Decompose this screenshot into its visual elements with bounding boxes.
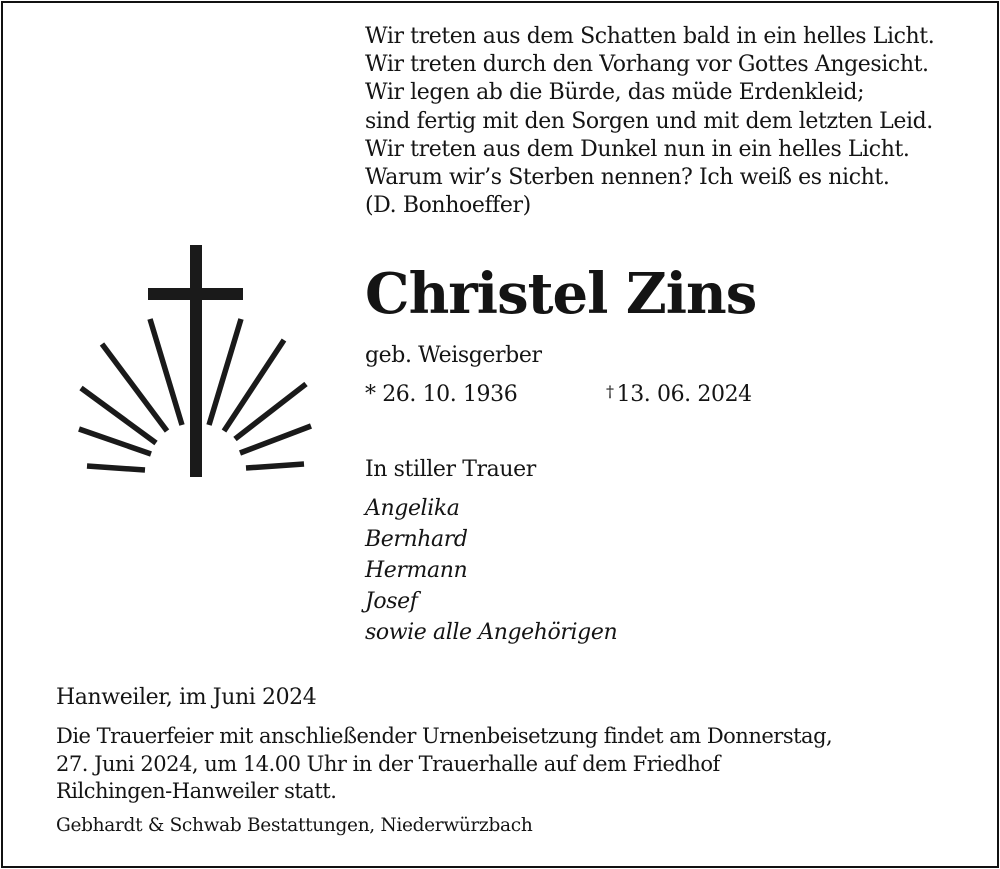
poem-line: Wir legen ab die Bürde, das müde Erdenkleid; (365, 80, 865, 106)
death-date-line (606, 382, 752, 407)
mourner-name: Hermann (365, 558, 468, 583)
obituary-notice (1, 1, 999, 868)
mourner-name: Josef (365, 589, 418, 614)
ceremony-info (56, 723, 956, 806)
dagger-icon: † (606, 382, 614, 401)
poem-line: Warum wir’s Sterben nennen? Ich weiß es nicht. (365, 165, 890, 191)
ceremony-line: Die Trauerfeier mit anschließender Urnenbeisetzung findet am Donnerstag, (56, 724, 833, 748)
deceased-name: Christel Zins (365, 261, 757, 327)
poem-line: Wir treten aus dem Schatten bald in ein helles Licht. (365, 24, 935, 49)
death-date: 13. 06. 2024 (616, 382, 752, 407)
mourner-name: Bernhard (365, 527, 468, 552)
mourner-relatives: sowie alle Angehörigen (365, 620, 618, 645)
place-date: Hanweiler, im Juni 2024 (56, 685, 317, 710)
ceremony-line: Rilchingen-Hanweiler statt. (56, 779, 337, 803)
maiden-name: geb. Weisgerber (365, 343, 542, 368)
cross-with-rays-icon (73, 243, 313, 483)
mourner-name: Angelika (365, 496, 460, 521)
poem-line: Wir treten aus dem Dunkel nun in ein helles Licht. (365, 136, 910, 162)
poem (365, 23, 934, 220)
mourning-intro: In stiller Trauer (365, 457, 536, 482)
poem-author: (D. Bonhoeffer) (365, 193, 531, 219)
poem-line: Wir treten durch den Vorhang vor Gottes Angesicht. (365, 52, 929, 78)
birth-date: * 26. 10. 1936 (365, 382, 518, 407)
poem-line: sind fertig mit den Sorgen und mit dem letzten Leid. (365, 108, 933, 134)
mourners-list (365, 493, 617, 648)
undertaker: Gebhardt & Schwab Bestattungen, Niederwürzbach (56, 815, 533, 836)
ceremony-line: 27. Juni 2024, um 14.00 Uhr in der Trauerhalle auf dem Friedhof (56, 751, 720, 776)
